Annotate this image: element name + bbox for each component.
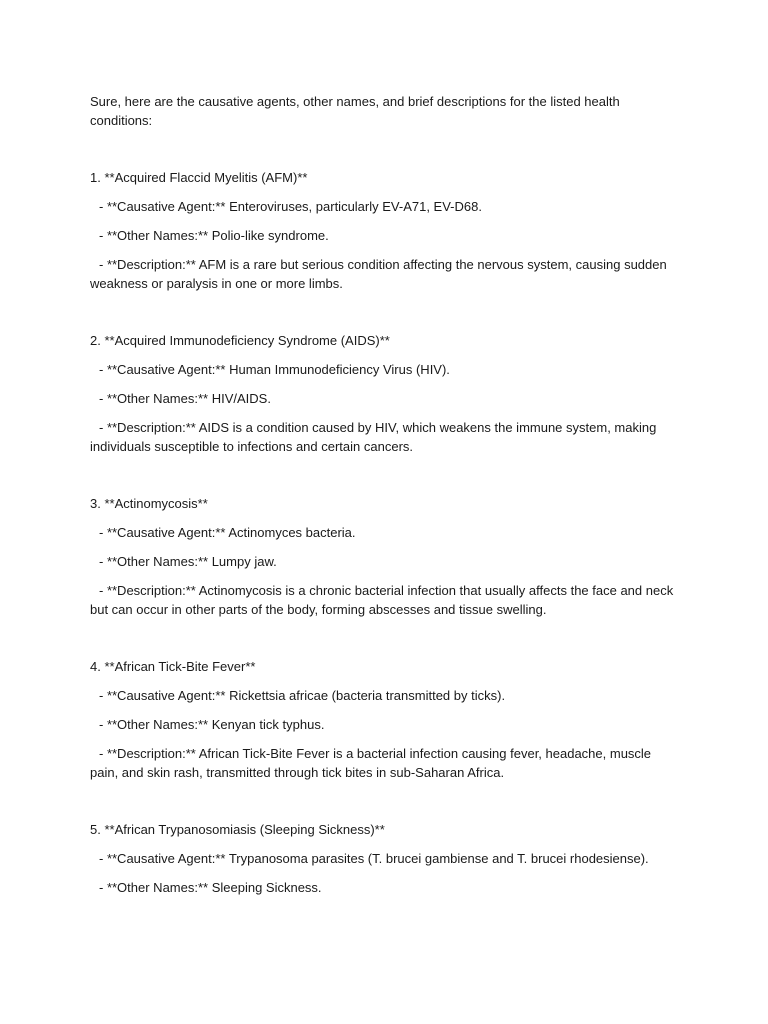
other-names-line: - **Other Names:** Sleeping Sickness.: [99, 880, 322, 895]
description-line: - **Description:** African Tick-Bite Fever is a bacterial infection causing fever, headache, muscle pain, and skin rash, transmitted through tick bites in sub-Saharan Africa.: [90, 746, 652, 780]
description-line: - **Description:** AIDS is a condition caused by HIV, which weakens the immune system, making individuals susceptible to infections and certain cancers.: [90, 420, 657, 454]
other-names-line: - **Other Names:** HIV/AIDS.: [99, 391, 271, 406]
causative-agent-line: - **Causative Agent:** Trypanosoma parasites (T. brucei gambiense and T. brucei rhodesiense).: [99, 851, 649, 866]
entry-title: 4. **African Tick-Bite Fever**: [90, 659, 256, 674]
entry-title: 2. **Acquired Immunodeficiency Syndrome (AIDS)**: [90, 333, 390, 348]
entry-actinomycosis: [90, 494, 680, 619]
causative-agent-line: - **Causative Agent:** Actinomyces bacteria.: [99, 525, 356, 540]
entry-afm: [90, 168, 680, 293]
description-line: - **Description:** AFM is a rare but serious condition affecting the nervous system, causing sudden weakness or paralysis in one or more limbs.: [90, 257, 667, 291]
document-page: [90, 92, 680, 935]
intro-text: Sure, here are the causative agents, other names, and brief descriptions for the listed health conditions:: [90, 94, 620, 128]
other-names-line: - **Other Names:** Lumpy jaw.: [99, 554, 277, 569]
description-line: - **Description:** Actinomycosis is a chronic bacterial infection that usually affects the face and neck but can occur in other parts of the body, forming abscesses and tissue swelling.: [90, 583, 674, 617]
entry-title: 1. **Acquired Flaccid Myelitis (AFM)**: [90, 170, 308, 185]
other-names-line: - **Other Names:** Kenyan tick typhus.: [99, 717, 325, 732]
causative-agent-line: - **Causative Agent:** Human Immunodeficiency Virus (HIV).: [99, 362, 450, 377]
causative-agent-line: - **Causative Agent:** Rickettsia africae (bacteria transmitted by ticks).: [99, 688, 506, 703]
other-names-line: - **Other Names:** Polio-like syndrome.: [99, 228, 329, 243]
entry-aids: [90, 331, 680, 456]
entry-title: 5. **African Trypanosomiasis (Sleeping Sickness)**: [90, 822, 385, 837]
entry-african-tick-bite-fever: [90, 657, 680, 782]
entry-african-trypanosomiasis: [90, 820, 680, 897]
entry-title: 3. **Actinomycosis**: [90, 496, 208, 511]
causative-agent-line: - **Causative Agent:** Enteroviruses, particularly EV-A71, EV-D68.: [99, 199, 482, 214]
